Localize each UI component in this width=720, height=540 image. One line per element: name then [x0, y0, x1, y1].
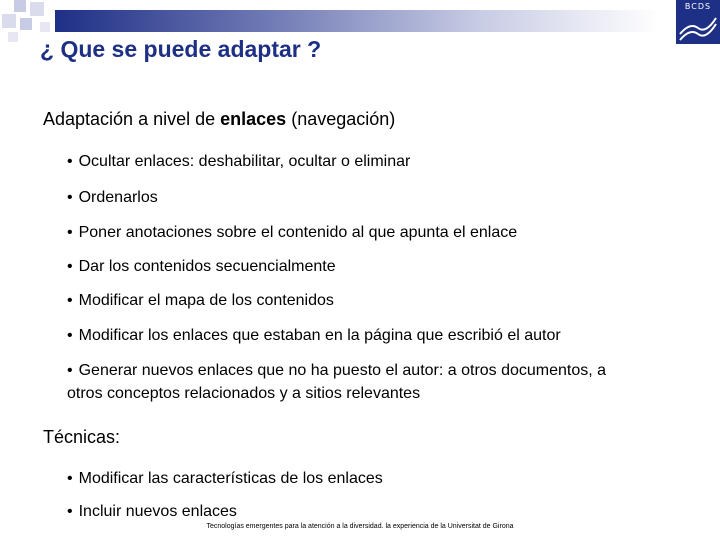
bullet-dot: •: [67, 470, 73, 487]
decor-square: [2, 14, 16, 28]
list-item-text: Dar los contenidos secuencialmente: [78, 258, 336, 275]
section-heading-enlaces: [43, 109, 395, 130]
list-item: [67, 359, 607, 405]
list-item-text: Modificar el mapa de los contenidos: [78, 292, 334, 309]
list-item: [67, 186, 158, 209]
bullet-dot: •: [67, 189, 73, 206]
bullet-dot: •: [67, 224, 73, 241]
list-item-text: Incluir nuevos enlaces: [78, 503, 237, 520]
bullet-dot: •: [67, 362, 73, 379]
list-item: [67, 467, 383, 490]
bullet-dot: •: [67, 327, 73, 344]
decor-square: [20, 18, 32, 30]
decor-square: [8, 32, 18, 42]
list-item: [67, 221, 517, 244]
bullet-dot: •: [67, 258, 73, 275]
header-gradient-bar: [55, 10, 660, 32]
list-item: [67, 150, 410, 173]
list-item-text: Ordenarlos: [78, 189, 158, 206]
bullet-dot: •: [67, 292, 73, 309]
section-suffix: (navegación): [286, 109, 396, 129]
decor-square: [30, 2, 44, 16]
decor-square: [14, 0, 26, 12]
section-heading-tecnicas: Técnicas:: [43, 427, 121, 447]
list-item-text: Modificar las características de los enlaces: [78, 470, 383, 487]
list-item: [67, 500, 237, 523]
list-item: [67, 255, 336, 278]
bcds-logo: [676, 0, 720, 44]
list-item-text: Modificar los enlaces que estaban en la página que escribió el autor: [78, 327, 561, 344]
bullet-dot: •: [67, 503, 73, 520]
wave-icon: [676, 0, 720, 44]
list-item-text: Poner anotaciones sobre el contenido al que apunta el enlace: [78, 224, 518, 241]
bullet-dot: •: [67, 153, 73, 170]
list-item-text: Ocultar enlaces: deshabilitar, ocultar o eliminar: [78, 153, 411, 170]
list-item: [67, 324, 561, 347]
decor-square: [40, 22, 50, 32]
footer-text: Tecnologías emergentes para la atención a la diversidad. la experiencia de la Universitat de Girona: [206, 523, 514, 530]
list-item-text: Generar nuevos enlaces que no ha puesto el autor: a otros documentos, a otros conceptos relacionados y a sitios relevantes: [67, 362, 607, 402]
list-item: [67, 289, 334, 312]
page-title: ¿ Que se puede adaptar ?: [40, 36, 322, 62]
section-bold: enlaces: [220, 109, 287, 129]
logo-text: BCDS: [684, 2, 712, 11]
section-prefix: Adaptación a nivel de: [43, 109, 221, 129]
